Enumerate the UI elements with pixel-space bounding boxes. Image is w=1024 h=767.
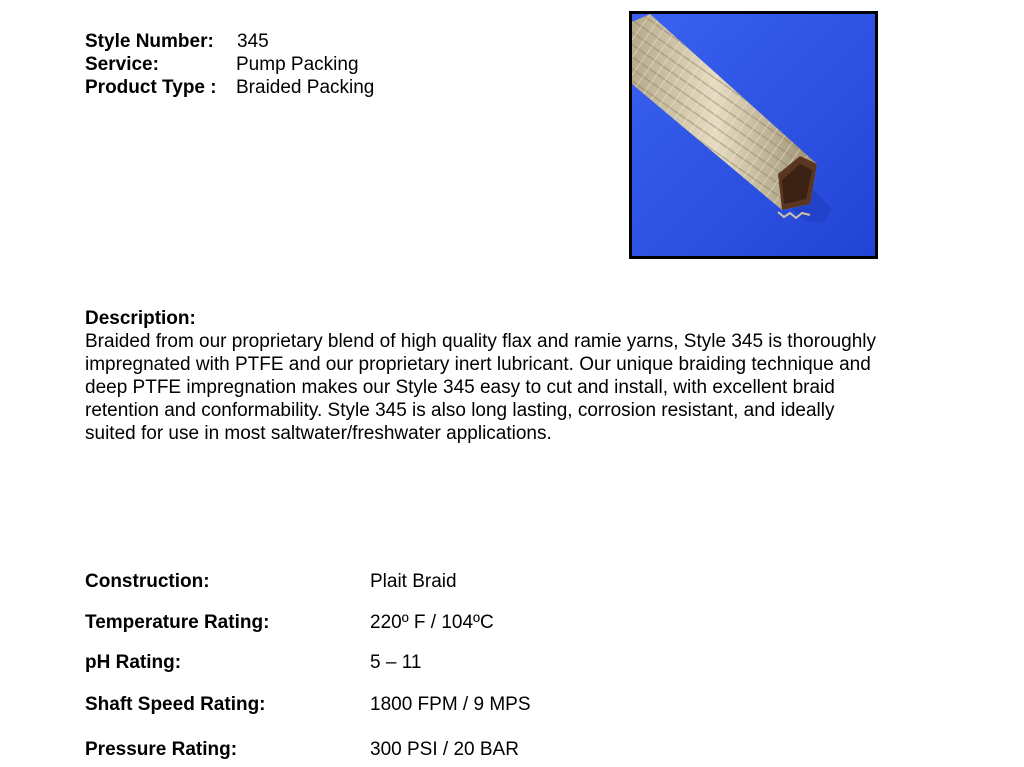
spec-label: Pressure Rating: (85, 739, 238, 760)
product-type-row (85, 76, 375, 99)
style-number-row (85, 30, 269, 53)
spec-value: 5 – 11 (370, 652, 422, 673)
braided-packing-icon (632, 14, 875, 256)
spec-label: Temperature Rating: (85, 612, 270, 633)
spec-value: 300 PSI / 20 BAR (370, 739, 519, 760)
description-heading: Description: (85, 308, 196, 329)
style-number-label: Style Number: (85, 31, 214, 52)
spec-value: Plait Braid (370, 571, 457, 592)
product-type-label: Product Type : (85, 77, 217, 98)
service-label: Service: (85, 54, 159, 75)
spec-label: Construction: (85, 571, 210, 592)
service-row (85, 53, 359, 76)
product-photo (629, 11, 878, 259)
spec-label: pH Rating: (85, 652, 182, 673)
style-number-value: 345 (237, 31, 269, 52)
product-type-value: Braided Packing (236, 77, 375, 98)
spec-value: 1800 FPM / 9 MPS (370, 694, 531, 715)
service-value: Pump Packing (236, 54, 359, 75)
spec-label: Shaft Speed Rating: (85, 694, 266, 715)
spec-value: 220º F / 104ºC (370, 612, 494, 633)
description-body: Braided from our proprietary blend of high quality flax and ramie yarns, Style 345 is thoroughly impregnated with PTFE and our proprietary inert lubricant. Our unique braiding technique and deep PTFE impregnation makes our Style 345 easy to cut and install, with excellent braid retention and conformability. Style 345 is also long lasting, corrosion resistant, and ideally suited for use in most saltwater/freshwater applications. (85, 331, 877, 444)
